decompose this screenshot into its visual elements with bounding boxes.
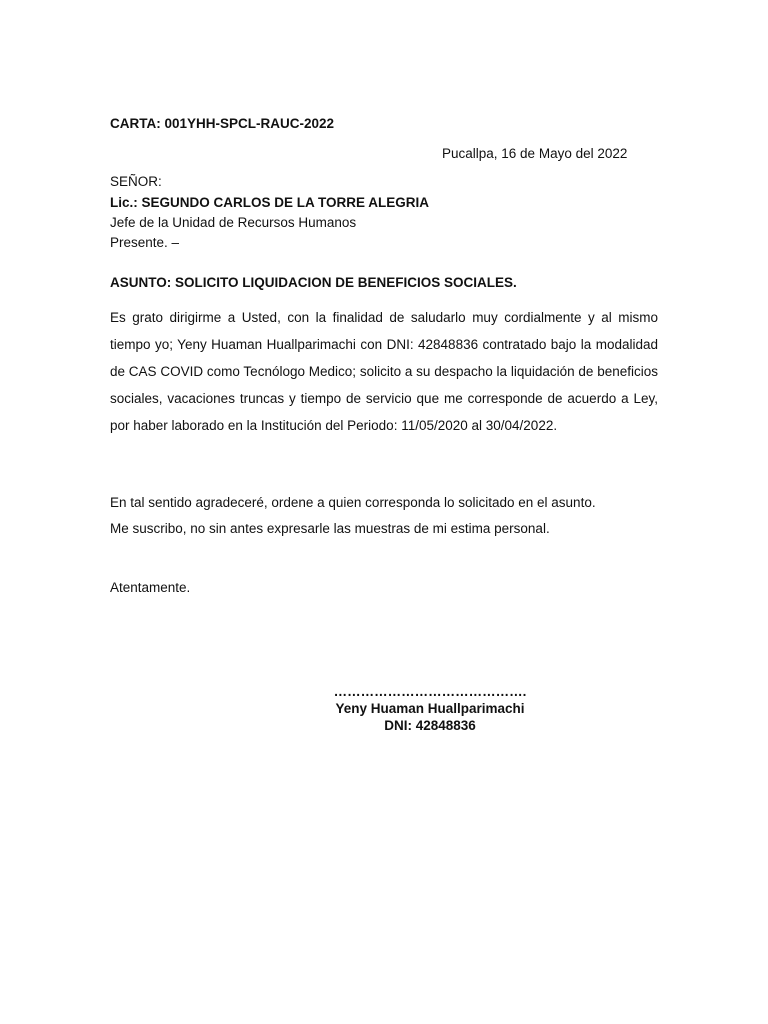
presente-line: Presente. – — [110, 235, 180, 250]
signer-dni: DNI: 42848836 — [384, 718, 476, 733]
recipient-title: Jefe de la Unidad de Recursos Humanos — [110, 215, 357, 230]
body-paragraph-thanks: En tal sentido agradeceré, ordene a quien corresponda lo solicitado en el asunto. — [110, 495, 596, 510]
body-paragraph-regards: Me suscribo, no sin antes expresarle las muestras de mi estima personal. — [110, 521, 550, 536]
recipient-name: Lic.: SEGUNDO CARLOS DE LA TORRE ALEGRIA — [110, 195, 430, 210]
closing: Atentamente. — [110, 580, 191, 595]
letter-date: Pucallpa, 16 de Mayo del 2022 — [442, 146, 628, 161]
body-paragraph-main: Es grato dirigirme a Usted, con la finalidad de saludarlo muy cordialmente y al mismo tiempo yo; Yeny Huaman Huallparimachi con DNI: 42848836 contratado bajo la modalidad de CAS COVID como Tecnólogo Medico; solicito a su despacho la liquidación de beneficios sociales, vacaciones truncas y tiempo de servicio que me corresponde de acuerdo a Ley, por haber laborado en la Institución del Periodo: 11/05/2020 al 30/04/2022. — [110, 310, 658, 433]
signature-block — [300, 683, 560, 734]
subject-line: ASUNTO: SOLICITO LIQUIDACION DE BENEFICIOS SOCIALES. — [110, 275, 517, 290]
letter-reference: CARTA: 001YHH-SPCL-RAUC-2022 — [110, 116, 335, 131]
salutation: SEÑOR: — [110, 174, 162, 189]
signature-line: ……………………………………. — [333, 684, 527, 699]
signer-name: Yeny Huaman Huallparimachi — [335, 701, 525, 716]
